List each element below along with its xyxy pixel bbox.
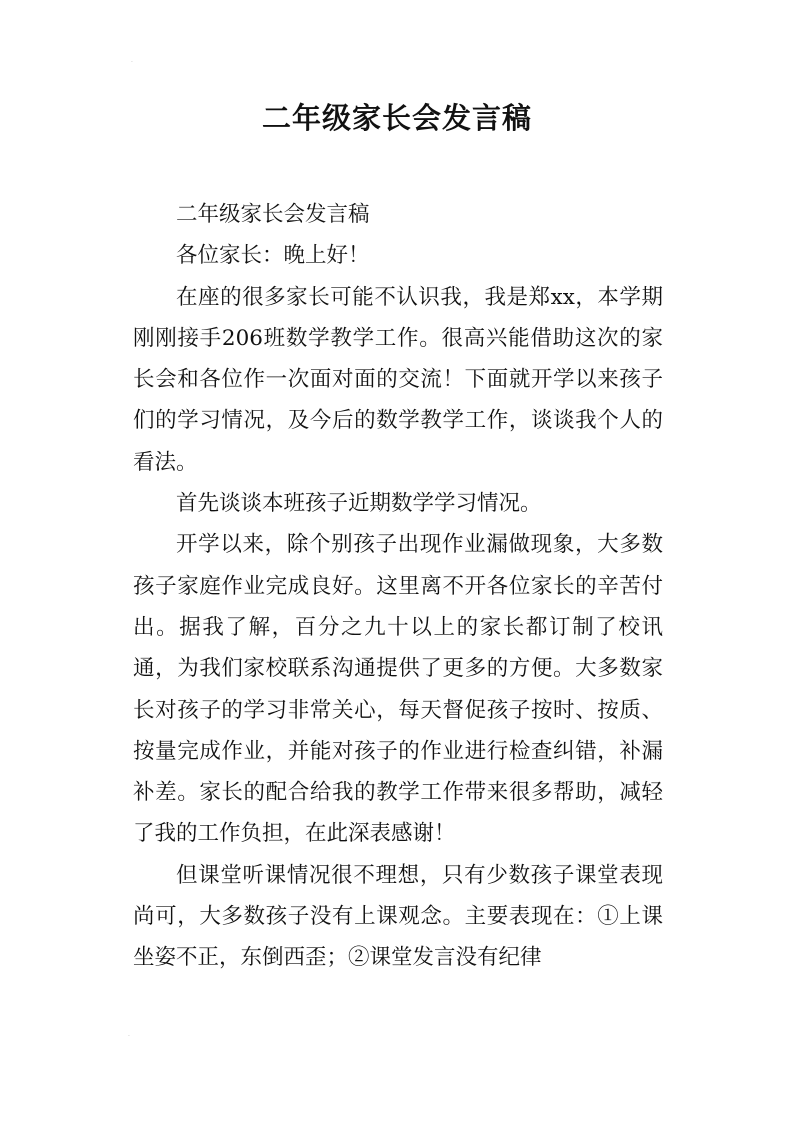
- paragraph-topic: 首先谈谈本班孩子近期数学学习情况。: [176, 491, 542, 517]
- document-body: [133, 194, 663, 979]
- scan-speck-bottom: ·: [128, 1033, 130, 1040]
- scan-speck-top: ·: [131, 59, 133, 66]
- paragraph-introduction: 在座的很多家长可能不认识我，我是郑xx，本学期刚刚接手206班数学教学工作。很高兴能借助这次的家长会和各位作一次面对面的交流！下面就开学以来孩子们的学习情况，及今后的数学教学工作，谈谈我个人的看法。: [133, 284, 663, 475]
- paragraph-homework: 开学以来，除个别孩子出现作业漏做现象，大多数孩子家庭作业完成良好。这里离不开各位家长的辛苦付出。据我了解，百分之九十以上的家长都订制了校讯通，为我们家校联系沟通提供了更多的方便。大多数家长对孩子的学习非常关心，每天督促孩子按时、按质、按量完成作业，并能对孩子的作业进行检查纠错，补漏补差。家长的配合给我的教学工作带来很多帮助，减轻了我的工作负担，在此深表感谢！: [133, 532, 663, 847]
- paragraph-classroom: 但课堂听课情况很不理想，只有少数孩子课堂表现尚可，大多数孩子没有上课观念。主要表现在：①上课坐姿不正，东倒西歪；②课堂发言没有纪律: [133, 862, 663, 971]
- paragraph-greeting: 各位家长：晚上好！: [176, 243, 370, 269]
- paragraph-heading: 二年级家长会发言稿: [176, 202, 370, 227]
- document-title: 二年级家长会发言稿: [261, 101, 532, 135]
